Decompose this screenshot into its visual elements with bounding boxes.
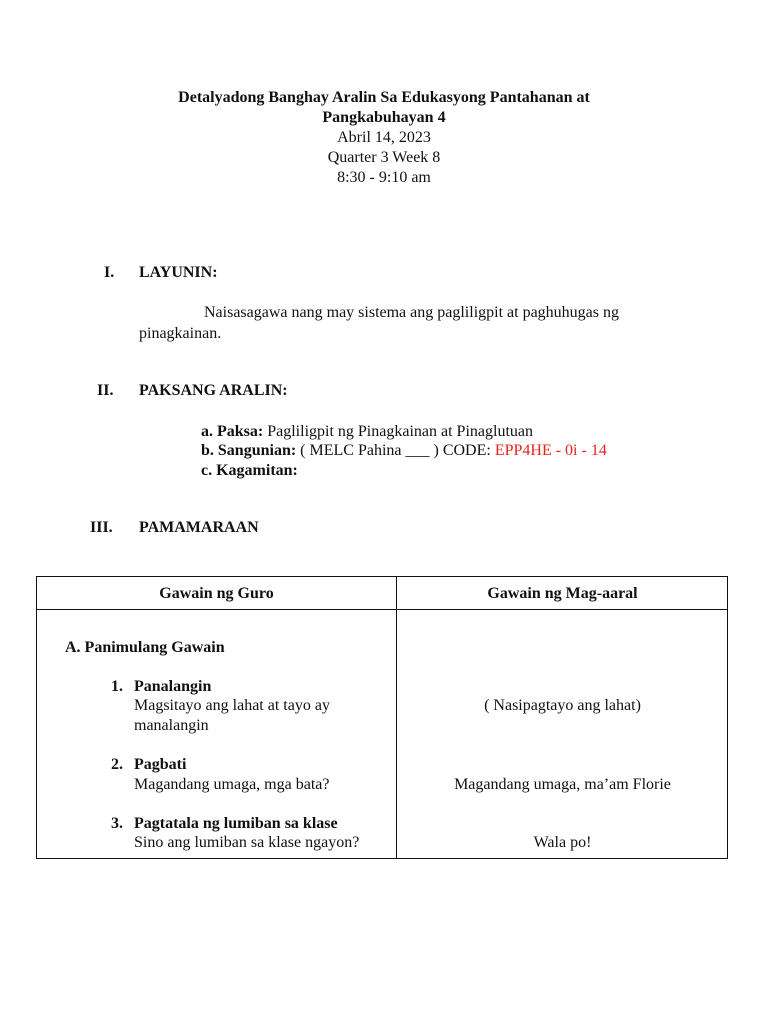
item-1-number: 1.: [111, 678, 123, 695]
lesson-date: Abril 14, 2023: [337, 129, 431, 146]
section-1-numeral: I.: [104, 264, 115, 281]
document-header: [0, 88, 768, 188]
sangunian-value: ( MELC Pahina ___ ) CODE:: [296, 442, 495, 459]
section-1-title: LAYUNIN:: [139, 264, 218, 281]
section-3-title: PAMAMARAAN: [139, 519, 259, 536]
sangunian-label: b. Sangunian:: [201, 442, 297, 459]
kagamitan-label: c. Kagamitan:: [201, 462, 298, 479]
section-a-heading: A. Panimulang Gawain: [65, 639, 225, 656]
section-2-title: PAKSANG ARALIN:: [139, 382, 288, 399]
objective-text-line-2: pinagkainan.: [139, 325, 222, 342]
item-1-magaaral: ( Nasipagtayo ang lahat): [484, 697, 641, 714]
sangunian-line: [201, 440, 607, 462]
item-2-number: 2.: [111, 756, 123, 773]
table-header-divider: [37, 609, 727, 610]
table-header-magaaral: Gawain ng Mag-aaral: [487, 585, 638, 602]
paksa-value: Pagliligpit ng Pinagkainan at Pinaglutuan: [263, 423, 533, 440]
item-3-number: 3.: [111, 815, 123, 832]
title-line-1: Detalyadong Banghay Aralin Sa Edukasyong Pantahanan at: [178, 89, 590, 106]
item-2-guro-line-1: Magandang umaga, mga bata?: [134, 776, 330, 793]
melc-code: EPP4HE - 0i - 14: [494, 442, 607, 459]
item-3-magaaral: Wala po!: [533, 834, 592, 851]
item-2-magaaral: Magandang umaga, ma’am Florie: [454, 776, 671, 793]
item-1-guro-line-2: manalangin: [134, 717, 209, 734]
kagamitan-line: [201, 460, 298, 482]
item-3-guro-line-1: Sino ang lumiban sa klase ngayon?: [134, 834, 360, 851]
table-header-guro: Gawain ng Guro: [159, 585, 274, 602]
activities-table: [36, 576, 728, 859]
title-line-2: Pangkabuhayan 4: [322, 109, 446, 126]
item-1-title: Panalangin: [134, 678, 212, 695]
lesson-quarter: Quarter 3 Week 8: [327, 149, 441, 166]
section-2-numeral: II.: [97, 382, 114, 399]
item-3-title: Pagtatala ng lumiban sa klase: [134, 815, 338, 832]
paksa-label: a. Paksa:: [201, 423, 264, 440]
item-2-title: Pagbati: [134, 756, 187, 773]
section-3-numeral: III.: [90, 519, 113, 536]
table-column-divider: [396, 577, 397, 858]
item-1-guro-line-1: Magsitayo ang lahat at tayo ay: [134, 697, 330, 714]
objective-text-line-1: Naisasagawa nang may sistema ang pagliligpit at paghuhugas ng: [204, 304, 620, 321]
lesson-time: 8:30 - 9:10 am: [337, 169, 431, 186]
